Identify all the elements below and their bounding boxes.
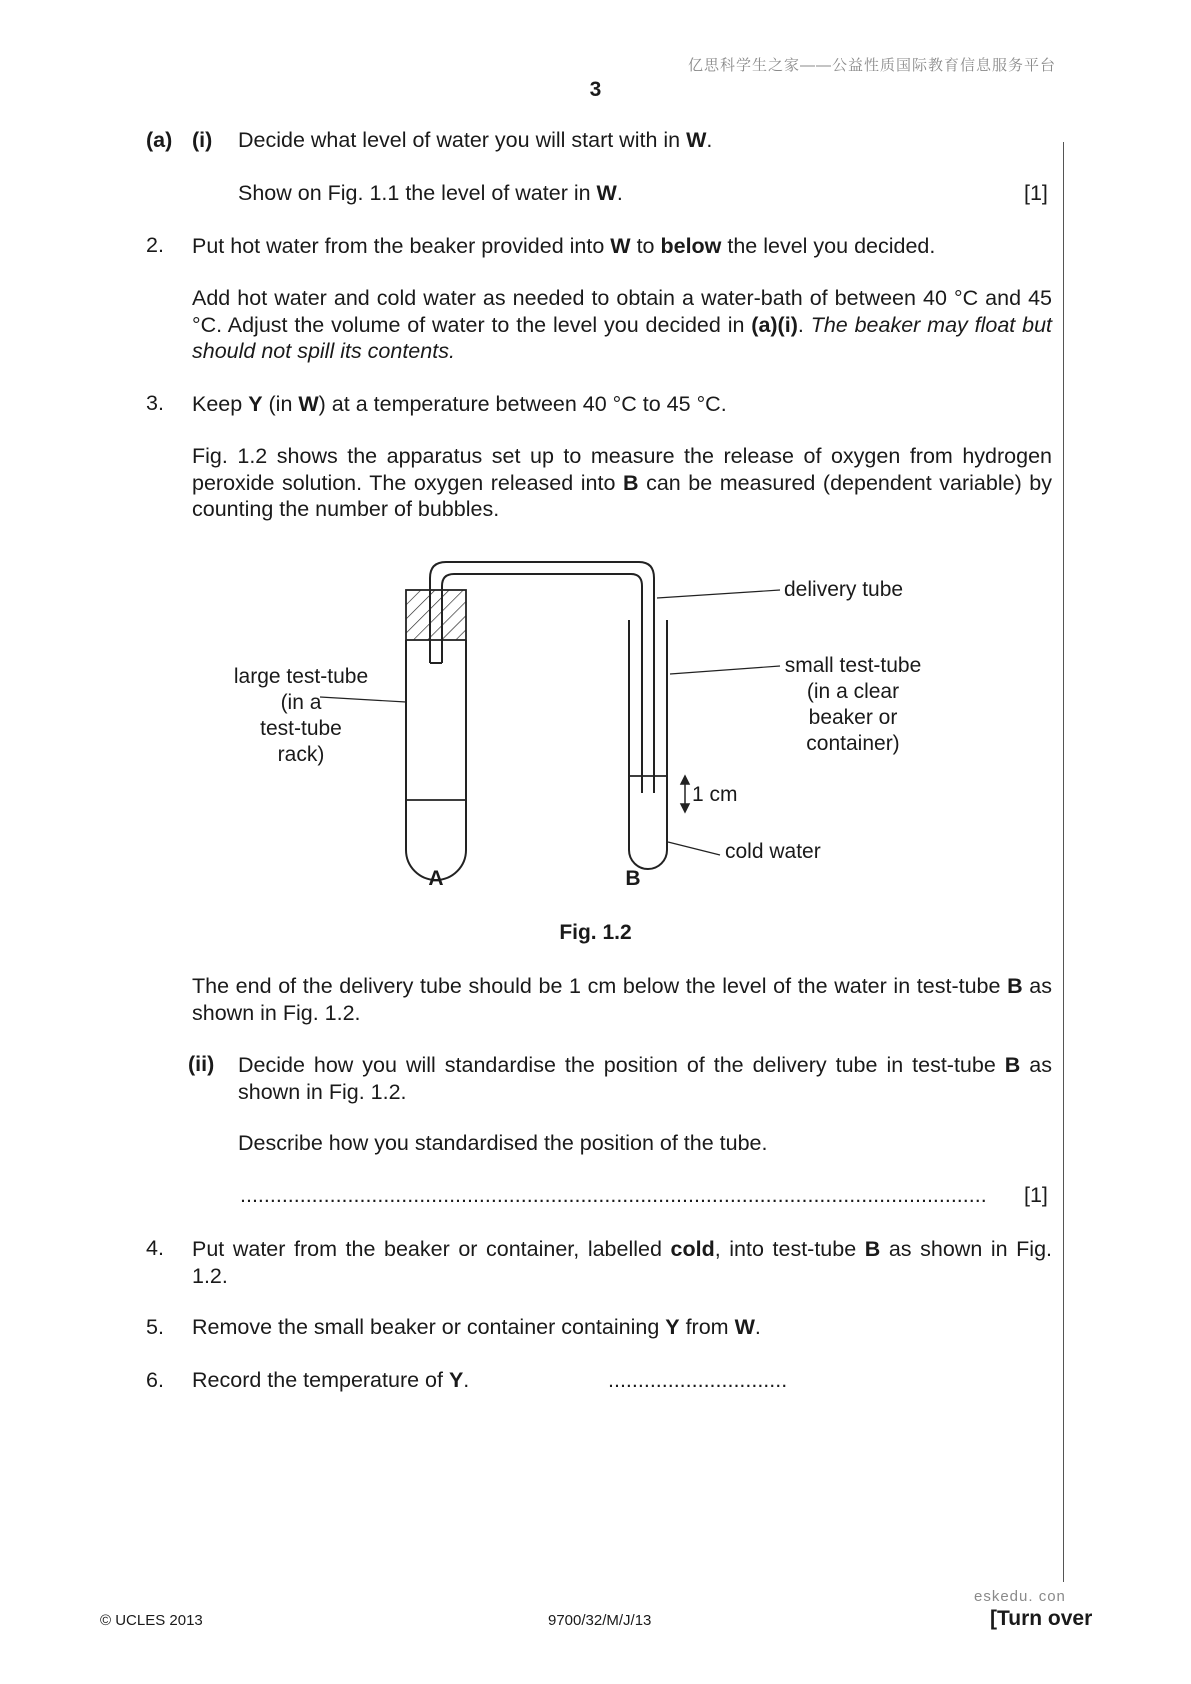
question-label-i: (i) [192, 128, 213, 152]
turn-over-label: [Turn over [990, 1607, 1093, 1630]
small-test-tube [629, 620, 667, 869]
question-ii-text: Decide how you will standardise the position of the delivery tube in test-tube B as shown in Fig. 1.2. [238, 1053, 1052, 1104]
question-ii-instruction: Describe how you standardised the position of the tube. [238, 1131, 768, 1155]
large-test-tube [406, 590, 466, 880]
svg-text:large test-tube: large test-tube [233, 665, 369, 688]
step-number-3: 3. [146, 391, 164, 415]
bung [406, 590, 466, 640]
answer-line-temperature[interactable]: .............................. [608, 1368, 788, 1392]
figure-caption: Fig. 1.2 [559, 921, 632, 944]
step-3-text: Keep Y (in W) at a temperature between 40 °C to 45 °C. [192, 392, 727, 416]
svg-text:(in a clear: (in a clear [806, 680, 900, 703]
step-4-text: Put water from the beaker or container, labelled cold, into test-tube B as shown in Fig. 1.2. [192, 1237, 1053, 1288]
header-watermark: 亿思科学生之家——公益性质国际教育信息服务平台 [688, 57, 1057, 74]
after-figure-text: The end of the delivery tube should be 1 cm below the level of the water in test-tube B as shown in Fig. 1.2. [192, 974, 1052, 1025]
apparatus-diagram [220, 550, 940, 900]
marks-ii: [1] [1024, 1183, 1048, 1207]
svg-text:small test-tube: small test-tube [784, 654, 922, 677]
svg-text:beaker or: beaker or [808, 706, 898, 729]
question-label-a: (a) [146, 128, 173, 152]
label-delivery-tube: delivery tube [784, 578, 904, 601]
label-large-test-tube [234, 665, 368, 766]
label-tube-a: A [428, 867, 444, 890]
footer-copyright: © UCLES 2013 [100, 1612, 203, 1629]
question-a-i-instruction: Show on Fig. 1.1 the level of water in W. [238, 181, 623, 205]
label-tube-b: B [625, 867, 641, 890]
site-watermark: eskedu. con [974, 1588, 1066, 1605]
label-1cm: 1 cm [692, 783, 738, 806]
label-cold-water: cold water [725, 840, 821, 863]
svg-text:(in a: (in a [280, 691, 322, 714]
question-label-ii: (ii) [188, 1052, 215, 1076]
footer-paper-code: 9700/32/M/J/13 [548, 1612, 652, 1629]
step-number-5: 5. [146, 1315, 164, 1339]
question-a-i-text: Decide what level of water you will start with in W. [238, 128, 713, 152]
svg-text:rack): rack) [277, 743, 325, 766]
step-number-6: 6. [146, 1368, 164, 1392]
svg-text:container): container) [806, 732, 900, 755]
step-number-2: 2. [146, 233, 164, 257]
answer-line-ii[interactable]: ............................................................................................................................. [240, 1183, 987, 1207]
label-small-test-tube [785, 654, 922, 755]
margin-rule [1063, 142, 1064, 1582]
page-number: 3 [589, 78, 602, 101]
step-2-detail: Add hot water and cold water as needed to obtain a water-bath of between 40 °C and 45 °C. Adjust the volume of water to the level you decided in (a)(i). The beaker may float but should not spill its contents. [192, 286, 1053, 363]
step-6-text: Record the temperature of Y. [192, 1368, 470, 1392]
step-5-text: Remove the small beaker or container containing Y from W. [192, 1315, 761, 1339]
step-3-detail: Fig. 1.2 shows the apparatus set up to measure the release of oxygen from hydrogen peroxide solution. The oxygen released into B can be measured (dependent variable) by counting the number of bubbles. [192, 444, 1052, 521]
one-cm-marker [681, 776, 689, 812]
svg-text:test-tube: test-tube [260, 717, 342, 740]
step-number-4: 4. [146, 1236, 164, 1260]
marks-a-i: [1] [1024, 181, 1048, 205]
leader-lines [320, 590, 780, 855]
step-2-text: Put hot water from the beaker provided into W to below the level you decided. [192, 234, 936, 258]
